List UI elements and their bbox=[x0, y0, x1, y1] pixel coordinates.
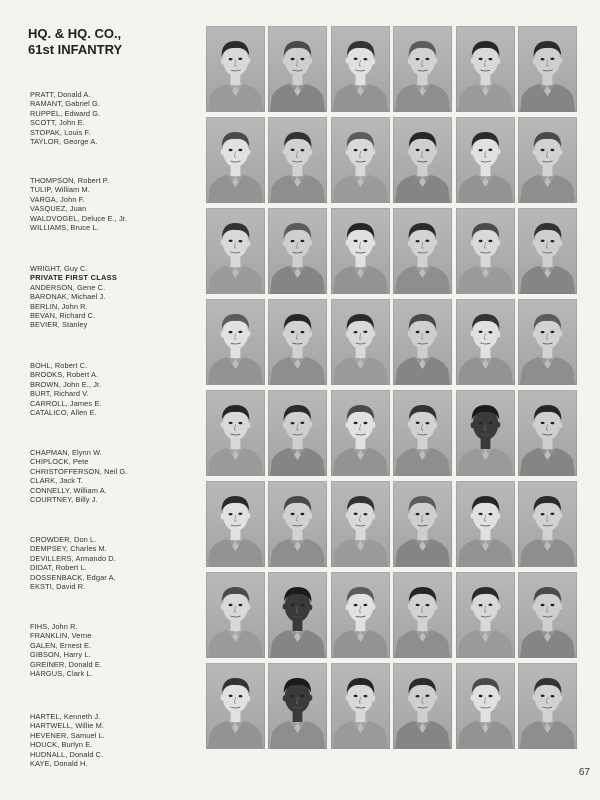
portrait-figure bbox=[268, 299, 327, 385]
name-entry: HUDNALL, Donald C. bbox=[30, 749, 104, 759]
name-entry: DIDAT, Robert L. bbox=[30, 563, 87, 573]
title-line-1: HQ. & HQ. CO., bbox=[28, 26, 122, 41]
portrait-photo bbox=[456, 663, 515, 749]
name-entry: COURTNEY, Billy J. bbox=[30, 495, 98, 505]
portrait-photo bbox=[331, 208, 390, 294]
portrait-photo bbox=[393, 481, 452, 567]
name-entry: RUPPEL, Edward G. bbox=[30, 108, 101, 118]
name-entry: BROWN, John E., Jr. bbox=[30, 379, 102, 389]
portrait-figure bbox=[206, 117, 265, 203]
portrait-figure bbox=[456, 26, 515, 112]
portrait-figure bbox=[393, 390, 452, 476]
portrait-photo bbox=[268, 663, 327, 749]
portrait-figure bbox=[206, 572, 265, 658]
portrait-figure bbox=[456, 663, 515, 749]
portrait-figure bbox=[206, 26, 265, 112]
name-entry: CARROLL, James E. bbox=[30, 398, 102, 408]
portrait-photo bbox=[331, 572, 390, 658]
portrait-photo bbox=[268, 481, 327, 567]
name-entry: GIBSON, Harry L. bbox=[30, 650, 91, 660]
name-entry: STOPAK, Louis F. bbox=[30, 127, 91, 137]
name-group-2 bbox=[30, 176, 202, 232]
portrait-photo bbox=[518, 208, 577, 294]
portrait-photo bbox=[393, 572, 452, 658]
portrait-photo bbox=[456, 390, 515, 476]
portrait-photo bbox=[518, 481, 577, 567]
portrait-photo bbox=[518, 26, 577, 112]
name-entry: BERLIN, John R. bbox=[30, 301, 88, 311]
name-entry: FIHS, John R. bbox=[30, 622, 78, 631]
portrait-photo bbox=[456, 572, 515, 658]
portrait-photo bbox=[518, 299, 577, 385]
name-entry: HARGUS, Clark L. bbox=[30, 669, 93, 679]
portrait-grid bbox=[206, 26, 577, 749]
portrait-photo bbox=[456, 117, 515, 203]
page-title bbox=[28, 26, 198, 58]
name-group-4 bbox=[30, 361, 202, 417]
portrait-figure bbox=[393, 572, 452, 658]
name-entry: CHIPLOCK, Pete bbox=[30, 457, 89, 467]
portrait-figure bbox=[268, 117, 327, 203]
portrait-figure bbox=[331, 390, 390, 476]
portrait-figure bbox=[331, 572, 390, 658]
portrait-photo bbox=[518, 117, 577, 203]
name-entry: WILLIAMS, Bruce L. bbox=[30, 223, 99, 233]
name-entry: CHRISTOFFERSON, Neil G. bbox=[30, 466, 128, 476]
portrait-photo bbox=[393, 390, 452, 476]
name-entry: BEVIER, Stanley bbox=[30, 320, 88, 330]
portrait-figure bbox=[268, 572, 327, 658]
portrait-photo bbox=[456, 26, 515, 112]
name-group-8 bbox=[30, 712, 202, 768]
portrait-figure bbox=[268, 208, 327, 294]
name-group-1 bbox=[30, 90, 202, 146]
portrait-figure bbox=[206, 299, 265, 385]
portrait-figure bbox=[331, 299, 390, 385]
portrait-figure bbox=[268, 26, 327, 112]
portrait-photo bbox=[268, 117, 327, 203]
portrait-figure bbox=[518, 663, 577, 749]
name-entry: BOHL, Robert C. bbox=[30, 361, 88, 370]
name-entry: SCOTT, John E. bbox=[30, 118, 85, 128]
portrait-photo bbox=[268, 208, 327, 294]
name-entry: DEVILLERS, Armando D. bbox=[30, 553, 116, 563]
name-entry: VASQUEZ, Juan bbox=[30, 204, 87, 214]
name-entry: CROWDER, Don L. bbox=[30, 535, 97, 544]
portrait-photo bbox=[331, 26, 390, 112]
name-entry: TAYLOR, George A. bbox=[30, 137, 98, 147]
name-entry: BROOKS, Robert A. bbox=[30, 370, 99, 380]
name-entry: DEMPSEY, Charles M. bbox=[30, 544, 107, 554]
name-entry: CHAPMAN, Elynn W. bbox=[30, 448, 102, 457]
portrait-photo bbox=[206, 572, 265, 658]
portrait-figure bbox=[206, 663, 265, 749]
portrait-figure bbox=[456, 481, 515, 567]
name-group-7 bbox=[30, 622, 202, 678]
portrait-figure bbox=[518, 572, 577, 658]
portrait-figure bbox=[331, 26, 390, 112]
portrait-photo bbox=[206, 208, 265, 294]
portrait-photo bbox=[206, 117, 265, 203]
portrait-figure bbox=[393, 299, 452, 385]
portrait-figure bbox=[393, 26, 452, 112]
name-group-3 bbox=[30, 264, 202, 330]
portrait-figure bbox=[456, 208, 515, 294]
name-entry: THOMPSON, Robert P. bbox=[30, 176, 109, 185]
portrait-figure bbox=[393, 481, 452, 567]
portrait-figure bbox=[206, 481, 265, 567]
name-entry: DOSSENBACK, Edgar A. bbox=[30, 572, 116, 582]
name-entry: HOUCK, Burlyn E. bbox=[30, 740, 93, 750]
name-entry: VARGA, John F. bbox=[30, 194, 85, 204]
name-group-6 bbox=[30, 535, 202, 591]
portrait-figure bbox=[331, 481, 390, 567]
portrait-photo bbox=[393, 117, 452, 203]
portrait-figure bbox=[331, 117, 390, 203]
portrait-photo bbox=[206, 390, 265, 476]
portrait-figure bbox=[268, 390, 327, 476]
name-entry: GALEN, Ernest E. bbox=[30, 640, 92, 650]
name-entry: PRATT, Donald A. bbox=[30, 90, 91, 99]
portrait-photo bbox=[456, 299, 515, 385]
portrait-figure bbox=[206, 208, 265, 294]
portrait-photo bbox=[518, 390, 577, 476]
portrait-photo bbox=[268, 26, 327, 112]
portrait-figure bbox=[206, 390, 265, 476]
portrait-photo bbox=[331, 481, 390, 567]
name-entry: CATALICO, Allen E. bbox=[30, 408, 97, 418]
portrait-photo bbox=[206, 663, 265, 749]
portrait-figure bbox=[393, 117, 452, 203]
portrait-photo bbox=[206, 481, 265, 567]
portrait-photo bbox=[456, 208, 515, 294]
name-entry: ANDERSON, Gene C. bbox=[30, 282, 106, 292]
name-entry: BARONAK, Michael J. bbox=[30, 292, 106, 302]
portrait-figure bbox=[393, 663, 452, 749]
portrait-figure bbox=[456, 572, 515, 658]
portrait-photo bbox=[268, 299, 327, 385]
name-group-5 bbox=[30, 448, 202, 504]
portrait-photo bbox=[331, 117, 390, 203]
portrait-photo bbox=[331, 390, 390, 476]
name-entry: TULIP, William M. bbox=[30, 185, 90, 195]
portrait-figure bbox=[518, 481, 577, 567]
portrait-photo bbox=[393, 663, 452, 749]
portrait-figure bbox=[268, 481, 327, 567]
name-entry: RAMANT, Gabriel G. bbox=[30, 99, 100, 109]
portrait-figure bbox=[456, 390, 515, 476]
name-entry: HEVENER, Samuel L. bbox=[30, 730, 105, 740]
name-entry: HARTWELL, Willie M. bbox=[30, 721, 105, 731]
portrait-photo bbox=[206, 26, 265, 112]
name-entry: WALDVOGEL, Deluce E., Jr. bbox=[30, 213, 128, 223]
portrait-photo bbox=[206, 299, 265, 385]
name-entry: HARTEL, Kenneth J. bbox=[30, 712, 101, 721]
name-entry: WRIGHT, Guy C. bbox=[30, 264, 88, 273]
portrait-figure bbox=[518, 390, 577, 476]
name-entry: CONNELLY, William A. bbox=[30, 485, 107, 495]
name-entry: BEVAN, Richard C. bbox=[30, 311, 96, 321]
name-entry: FRANKLIN, Verne bbox=[30, 631, 92, 641]
name-entry: BURT, Richard V. bbox=[30, 389, 89, 399]
portrait-photo bbox=[518, 572, 577, 658]
portrait-figure bbox=[331, 208, 390, 294]
portrait-figure bbox=[456, 117, 515, 203]
page-number: 67 bbox=[578, 767, 590, 778]
portrait-photo bbox=[456, 481, 515, 567]
portrait-photo bbox=[393, 26, 452, 112]
portrait-photo bbox=[331, 663, 390, 749]
name-entry: CLARK, Jack T. bbox=[30, 476, 84, 486]
portrait-photo bbox=[518, 663, 577, 749]
portrait-photo bbox=[393, 208, 452, 294]
portrait-figure bbox=[518, 208, 577, 294]
portrait-photo bbox=[331, 299, 390, 385]
portrait-figure bbox=[518, 117, 577, 203]
portrait-figure bbox=[268, 663, 327, 749]
portrait-photo bbox=[393, 299, 452, 385]
portrait-figure bbox=[456, 299, 515, 385]
name-entry: EKSTI, David R. bbox=[30, 582, 86, 592]
portrait-figure bbox=[331, 663, 390, 749]
title-line-2: 61st INFANTRY bbox=[28, 42, 123, 57]
name-entry: KAYE, Donald H. bbox=[30, 759, 88, 769]
portrait-figure bbox=[393, 208, 452, 294]
rank-heading: PRIVATE FIRST CLASS bbox=[30, 273, 118, 283]
portrait-figure bbox=[518, 26, 577, 112]
portrait-photo bbox=[268, 572, 327, 658]
portrait-figure bbox=[518, 299, 577, 385]
portrait-photo bbox=[268, 390, 327, 476]
name-entry: GREINER, Donald E. bbox=[30, 659, 103, 669]
